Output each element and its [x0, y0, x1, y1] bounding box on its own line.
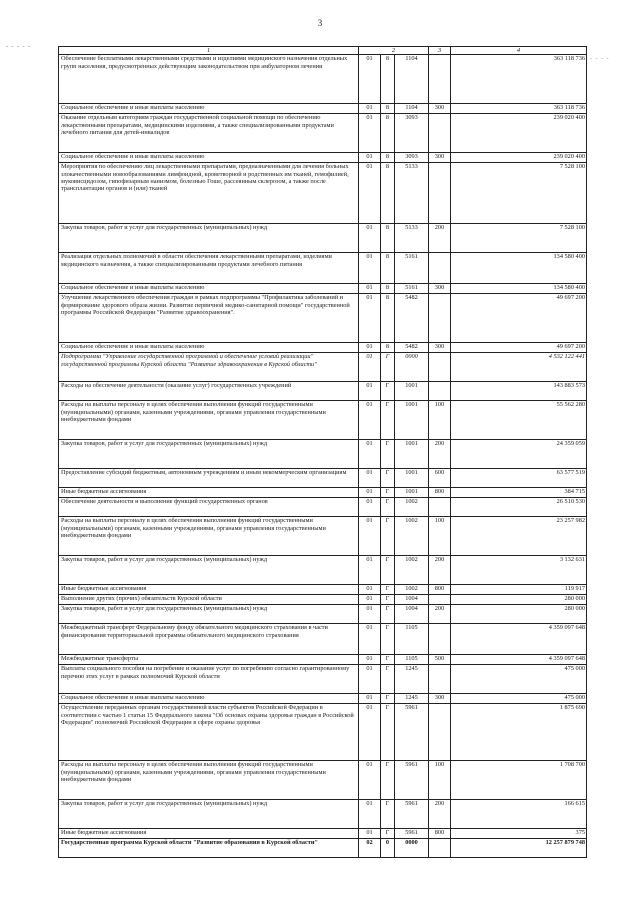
row-name: Иные бюджетные ассигнования [59, 488, 359, 498]
row-name: Подпрограмма "Управление государственной программой и обеспечение условий реализации" государственной программы Курской области "Развитие здравоохранения в Курской области" [59, 353, 359, 382]
row-code-2: 8 [381, 114, 395, 153]
table-row [59, 253, 587, 284]
row-code-3: 1001 [395, 488, 429, 498]
row-expense-type: 200 [429, 440, 451, 469]
table-row [59, 665, 587, 694]
row-code-3: 0000 [395, 839, 429, 858]
row-code-2: Г [381, 382, 395, 401]
row-expense-type: 200 [429, 800, 451, 829]
row-code-2: Г [381, 605, 395, 624]
row-code-1: 01 [359, 440, 381, 469]
row-code-2: Г [381, 585, 395, 595]
row-code-2: Г [381, 624, 395, 655]
row-amount: 280 000 [451, 605, 587, 624]
page-number: 3 [317, 18, 323, 28]
row-code-2: 8 [381, 163, 395, 224]
row-code-2: 8 [381, 253, 395, 284]
row-expense-type: 100 [429, 517, 451, 556]
row-code-1: 01 [359, 800, 381, 829]
budget-table [58, 46, 587, 858]
row-code-3: 1105 [395, 655, 429, 665]
row-amount: 1 875 690 [451, 704, 587, 761]
table-row [59, 440, 587, 469]
table-row [59, 104, 587, 114]
row-code-2: 8 [381, 284, 395, 294]
row-code-2: Г [381, 353, 395, 382]
row-code-3: 5961 [395, 800, 429, 829]
table-row [59, 382, 587, 401]
row-code-1: 01 [359, 556, 381, 585]
row-code-1: 01 [359, 517, 381, 556]
row-code-1: 01 [359, 284, 381, 294]
row-code-1: 01 [359, 224, 381, 253]
row-name: Выполнение других (прочих) обязательств Курской области [59, 595, 359, 605]
row-code-2: Г [381, 401, 395, 440]
row-amount: 166 615 [451, 800, 587, 829]
row-name: Реализация отдельных полномочий в области обеспечения лекарственными препаратами, изделиями медицинского назначения, а также специализированными продуктами лечебного питания [59, 253, 359, 284]
table-row [59, 800, 587, 829]
row-code-1: 01 [359, 401, 381, 440]
row-name: Межбюджетные трансферты [59, 655, 359, 665]
table-row [59, 488, 587, 498]
table-row [59, 55, 587, 104]
row-code-2: Г [381, 665, 395, 694]
row-amount: 7 528 100 [451, 163, 587, 224]
row-code-1: 01 [359, 624, 381, 655]
table-row [59, 343, 587, 353]
row-code-3: 0000 [395, 353, 429, 382]
row-code-1: 01 [359, 153, 381, 163]
row-code-1: 01 [359, 353, 381, 382]
row-code-3: 1002 [395, 498, 429, 517]
row-code-3: 5161 [395, 284, 429, 294]
row-amount: 3 132 631 [451, 556, 587, 585]
table-row [59, 114, 587, 153]
row-name: Социальное обеспечение и иные выплаты населению [59, 284, 359, 294]
table-row [59, 704, 587, 761]
row-name: Закупка товаров, работ и услуг для государственных (муниципальных) нужд [59, 556, 359, 585]
row-code-2: Г [381, 694, 395, 704]
row-code-1: 01 [359, 585, 381, 595]
row-name: Предоставление субсидий бюджетным, автономным учреждениям и иным некоммерческим организациям [59, 469, 359, 488]
row-code-3: 1104 [395, 104, 429, 114]
table-row [59, 556, 587, 585]
row-amount: 1 708 700 [451, 761, 587, 800]
row-name: Обеспечение бесплатными лекарственными средствами и изделиями медицинского назначения отдельных групп населения, предусмотренных действующим законодательством при амбулаторном лечении [59, 55, 359, 104]
row-code-2: Г [381, 440, 395, 469]
row-expense-type: 100 [429, 401, 451, 440]
row-code-3: 1105 [395, 624, 429, 655]
row-amount: 239 020 400 [451, 114, 587, 153]
row-name: Расходы на выплаты персоналу в целях обеспечения выполнения функций государственными (муниципальными) органами, казенными учреждениями, органами управления государственными внебюджетными фондами [59, 517, 359, 556]
row-code-3: 1002 [395, 585, 429, 595]
row-code-3: 5961 [395, 704, 429, 761]
row-code-1: 01 [359, 343, 381, 353]
row-code-3: 5161 [395, 253, 429, 284]
row-expense-type [429, 839, 451, 858]
table-row [59, 605, 587, 624]
header-col-1: 1 [59, 47, 359, 55]
row-name: Социальное обеспечение и иные выплаты населению [59, 104, 359, 114]
row-code-3: 1001 [395, 440, 429, 469]
row-name: Обеспечение деятельности и выполнение функций государственных органов [59, 498, 359, 517]
row-code-3: 5133 [395, 163, 429, 224]
row-name: Закупка товаров, работ и услуг для государственных (муниципальных) нужд [59, 605, 359, 624]
row-amount: 26 510 530 [451, 498, 587, 517]
row-amount: 49 697 200 [451, 294, 587, 343]
row-amount: 12 257 879 748 [451, 839, 587, 858]
row-code-1: 01 [359, 114, 381, 153]
row-amount: 143 883 573 [451, 382, 587, 401]
row-code-1: 01 [359, 704, 381, 761]
row-code-2: 8 [381, 55, 395, 104]
row-expense-type: 800 [429, 488, 451, 498]
row-amount: 55 562 280 [451, 401, 587, 440]
row-expense-type: 800 [429, 585, 451, 595]
row-code-3: 3093 [395, 153, 429, 163]
row-amount: 4 532 122 441 [451, 353, 587, 382]
row-expense-type [429, 382, 451, 401]
table-row [59, 595, 587, 605]
row-code-2: Г [381, 595, 395, 605]
row-name: Межбюджетный трансферт Федеральному фонду обязательного медицинского страхования в части финансирования территориальной программы обязательного медицинского страхования [59, 624, 359, 655]
row-code-1: 01 [359, 104, 381, 114]
row-name: Социальное обеспечение и иные выплаты населению [59, 694, 359, 704]
row-code-1: 01 [359, 382, 381, 401]
row-code-2: 8 [381, 224, 395, 253]
row-code-1: 02 [359, 839, 381, 858]
row-code-1: 01 [359, 55, 381, 104]
header-col-2: 2 [359, 47, 429, 55]
row-code-1: 01 [359, 163, 381, 224]
row-code-1: 01 [359, 694, 381, 704]
row-code-2: 8 [381, 343, 395, 353]
row-code-1: 01 [359, 829, 381, 839]
row-expense-type: 500 [429, 655, 451, 665]
table-row [59, 224, 587, 253]
row-code-1: 01 [359, 488, 381, 498]
row-amount: 384 715 [451, 488, 587, 498]
row-code-2: Г [381, 556, 395, 585]
row-amount: 4 359 097 648 [451, 655, 587, 665]
row-code-1: 01 [359, 498, 381, 517]
row-name: Мероприятия по обеспечению лиц лекарственными препаратами, предназначенными для лечения больных злокачественными новообразованиями лимфоидной, кроветворной и родственных им тканей, гемофилией, муковисцидозом, гипофизарным нанизмом, болезнью Гоше, рассеянным склерозом, а также после трансплантации органов и (или) тканей [59, 163, 359, 224]
table-row [59, 284, 587, 294]
row-code-2: Г [381, 498, 395, 517]
row-expense-type [429, 114, 451, 153]
row-code-2: Г [381, 829, 395, 839]
table-row [59, 761, 587, 800]
row-name: Социальное обеспечение и иные выплаты населению [59, 343, 359, 353]
row-expense-type: 200 [429, 224, 451, 253]
table-row [59, 498, 587, 517]
row-expense-type: 300 [429, 153, 451, 163]
row-amount: 4 359 097 648 [451, 624, 587, 655]
table-row [59, 624, 587, 655]
row-code-3: 1245 [395, 665, 429, 694]
row-code-1: 01 [359, 294, 381, 343]
row-code-2: Г [381, 800, 395, 829]
row-code-3: 5482 [395, 294, 429, 343]
row-code-3: 1001 [395, 382, 429, 401]
row-name: Оказание отдельным категориям граждан государственной социальной помощи по обеспечению лекарственными препаратами, медицинскими изделиями, а также специализированными продуктами лечебного питания для детей-инвалидов [59, 114, 359, 153]
row-name: Иные бюджетные ассигнования [59, 829, 359, 839]
table-row [59, 401, 587, 440]
row-expense-type: 600 [429, 469, 451, 488]
row-name: Закупка товаров, работ и услуг для государственных (муниципальных) нужд [59, 224, 359, 253]
row-code-3: 1001 [395, 469, 429, 488]
header-col-4: 4 [451, 47, 587, 55]
row-amount: 7 528 100 [451, 224, 587, 253]
row-code-1: 01 [359, 655, 381, 665]
table-row [59, 469, 587, 488]
row-amount: 475 000 [451, 665, 587, 694]
row-amount: 49 697 200 [451, 343, 587, 353]
row-amount: 134 580 400 [451, 253, 587, 284]
row-code-2: 8 [381, 153, 395, 163]
row-name: Расходы на выплаты персоналу в целях обеспечения выполнения функций государственными (муниципальными) органами, казенными учреждениями, органами управления государственными внебюджетными фондами [59, 401, 359, 440]
margin-mark-left: - - - - - [6, 44, 31, 50]
row-expense-type: 200 [429, 605, 451, 624]
row-code-2: 0 [381, 839, 395, 858]
row-code-3: 1001 [395, 401, 429, 440]
table-row [59, 517, 587, 556]
row-name: Осуществление переданных органам государственной власти субъектов Российской Федерации в соответствии с частью 1 статьи 15 Федерального закона "Об основах охраны здоровья граждан в Российской Федерации" полномочий Российской Федерации в сфере охраны здоровья [59, 704, 359, 761]
row-code-1: 01 [359, 665, 381, 694]
row-name: Закупка товаров, работ и услуг для государственных (муниципальных) нужд [59, 440, 359, 469]
row-expense-type [429, 353, 451, 382]
row-amount: 475 000 [451, 694, 587, 704]
table-header-row [59, 47, 587, 55]
row-amount: 363 118 736 [451, 104, 587, 114]
row-amount: 23 257 982 [451, 517, 587, 556]
row-code-1: 01 [359, 469, 381, 488]
row-expense-type [429, 163, 451, 224]
row-amount: 375 [451, 829, 587, 839]
row-expense-type: 300 [429, 343, 451, 353]
row-name: Социальное обеспечение и иные выплаты населению [59, 153, 359, 163]
table-row [59, 839, 587, 858]
row-code-3: 1004 [395, 605, 429, 624]
row-code-2: 8 [381, 294, 395, 343]
table-row [59, 694, 587, 704]
row-amount: 119 917 [451, 585, 587, 595]
row-name: Государственная программа Курской области "Развитие образования в Курской области" [59, 839, 359, 858]
row-code-3: 1245 [395, 694, 429, 704]
row-amount: 24 359 059 [451, 440, 587, 469]
row-code-3: 5961 [395, 829, 429, 839]
row-expense-type: 300 [429, 104, 451, 114]
row-code-3: 3093 [395, 114, 429, 153]
row-code-3: 5482 [395, 343, 429, 353]
table-row [59, 655, 587, 665]
row-code-2: Г [381, 655, 395, 665]
row-expense-type: 300 [429, 694, 451, 704]
row-amount: 134 580 400 [451, 284, 587, 294]
row-amount: 63 577 519 [451, 469, 587, 488]
row-code-3: 1004 [395, 595, 429, 605]
row-expense-type [429, 624, 451, 655]
row-name: Иные бюджетные ассигнования [59, 585, 359, 595]
row-code-3: 1002 [395, 556, 429, 585]
row-code-3: 5133 [395, 224, 429, 253]
row-code-2: Г [381, 761, 395, 800]
row-expense-type [429, 55, 451, 104]
row-expense-type: 300 [429, 284, 451, 294]
row-name: Расходы на обеспечение деятельности (оказание услуг) государственных учреждений [59, 382, 359, 401]
row-amount: 363 118 736 [451, 55, 587, 104]
row-code-2: Г [381, 488, 395, 498]
row-code-1: 01 [359, 761, 381, 800]
header-col-3: 3 [429, 47, 451, 55]
row-name: Расходы на выплаты персоналу в целях обеспечения выполнения функций государственными (муниципальными) органами, казенными учреждениями, органами управления государственными внебюджетными фондами [59, 761, 359, 800]
table-row [59, 829, 587, 839]
row-code-2: Г [381, 517, 395, 556]
row-code-3: 1104 [395, 55, 429, 104]
row-expense-type: 800 [429, 829, 451, 839]
row-code-2: 8 [381, 104, 395, 114]
row-name: Улучшение лекарственного обеспечения граждан в рамках подпрограммы "Профилактика заболеваний и формирование здорового образа жизни. Развитие первичной медико-санитарной помощи" государственной программы Российской Федерации "Развитие здравоохранения". [59, 294, 359, 343]
margin-mark-right: - - - - [590, 56, 610, 62]
row-expense-type [429, 294, 451, 343]
row-expense-type [429, 595, 451, 605]
row-expense-type [429, 253, 451, 284]
row-code-2: Г [381, 704, 395, 761]
row-code-1: 01 [359, 595, 381, 605]
table-row [59, 353, 587, 382]
table-row [59, 153, 587, 163]
row-amount: 280 000 [451, 595, 587, 605]
row-name: Закупка товаров, работ и услуг для государственных (муниципальных) нужд [59, 800, 359, 829]
row-name: Выплаты социального пособия на погребение и оказание услуг по погребению согласно гарантированному перечню этих услуг в рамках полномочий Курской области [59, 665, 359, 694]
table-row [59, 163, 587, 224]
table-row [59, 294, 587, 343]
row-code-1: 01 [359, 253, 381, 284]
row-code-2: Г [381, 469, 395, 488]
row-code-3: 5961 [395, 761, 429, 800]
row-expense-type: 100 [429, 761, 451, 800]
table-row [59, 585, 587, 595]
row-code-3: 1002 [395, 517, 429, 556]
row-expense-type [429, 498, 451, 517]
row-expense-type [429, 704, 451, 761]
row-expense-type: 200 [429, 556, 451, 585]
row-code-1: 01 [359, 605, 381, 624]
row-expense-type [429, 665, 451, 694]
row-amount: 239 020 400 [451, 153, 587, 163]
